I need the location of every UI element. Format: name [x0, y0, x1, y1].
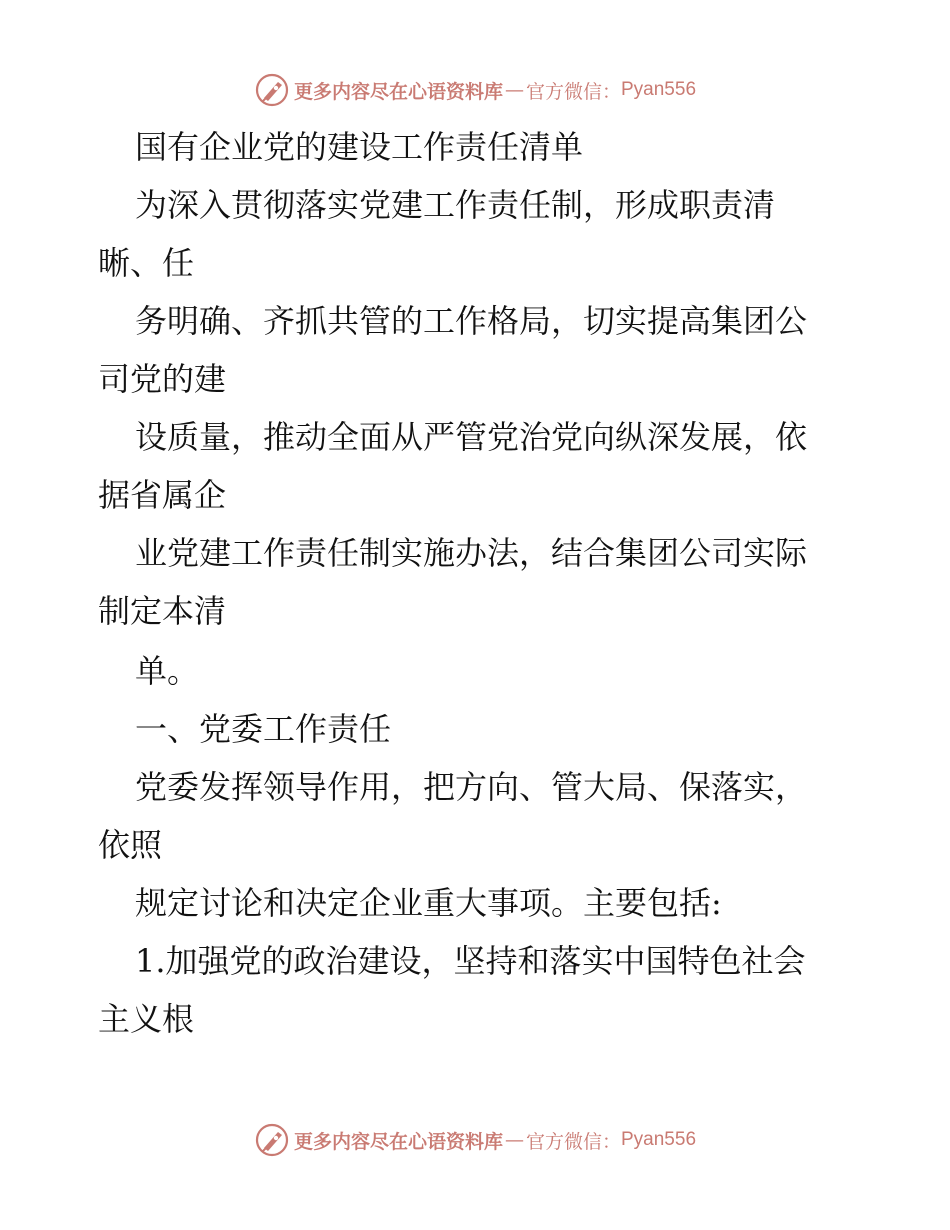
paragraph-line: 务明确、齐抓共管的工作格局，切实提高集团公 — [135, 302, 808, 340]
list-item-line: 1.加强党的政治建设，坚持和落实中国特色社会 — [135, 942, 806, 980]
paragraph-line: 业党建工作责任制实施办法，结合集团公司实际 — [135, 534, 808, 572]
watermark-wechat-label: 官方微信： — [525, 1130, 621, 1153]
paragraph-line: 党委发挥领导作用，把方向、管大局、保落实， — [135, 768, 808, 806]
paragraph-line: 为深入贯彻落实党建工作责任制，形成职责清 — [135, 186, 776, 224]
pen-logo-icon — [254, 72, 290, 108]
paragraph-line: 规定讨论和决定企业重大事项。主要包括: — [135, 884, 722, 922]
paragraph-line: 据省属企 — [98, 476, 227, 514]
watermark-wechat-id: Pyan556 — [621, 1129, 697, 1150]
section-heading: 一、党委工作责任 — [135, 710, 392, 748]
paragraph-line: 依照 — [98, 826, 163, 864]
pen-logo-icon — [254, 1122, 290, 1158]
paragraph-line: 司党的建 — [98, 360, 227, 398]
paragraph-line: 设质量，推动全面从严管党治党向纵深发展，依 — [135, 418, 808, 456]
paragraph-line: 晰、任 — [98, 244, 195, 282]
paragraph-line: 单。 — [135, 652, 200, 690]
footer-watermark — [0, 1122, 950, 1158]
paragraph-line: 制定本清 — [98, 592, 227, 630]
watermark-main-text: 更多内容尽在心语资料库 — [293, 80, 503, 103]
watermark-dash: — — [504, 1129, 524, 1151]
watermark-wechat-id: Pyan556 — [621, 79, 697, 100]
header-watermark — [0, 72, 950, 108]
watermark-wechat-label: 官方微信： — [525, 80, 621, 103]
watermark-dash: — — [504, 79, 524, 101]
list-item-line: 主义根 — [98, 1000, 195, 1038]
watermark-main-text: 更多内容尽在心语资料库 — [293, 1130, 503, 1153]
document-title: 国有企业党的建设工作责任清单 — [135, 128, 584, 166]
